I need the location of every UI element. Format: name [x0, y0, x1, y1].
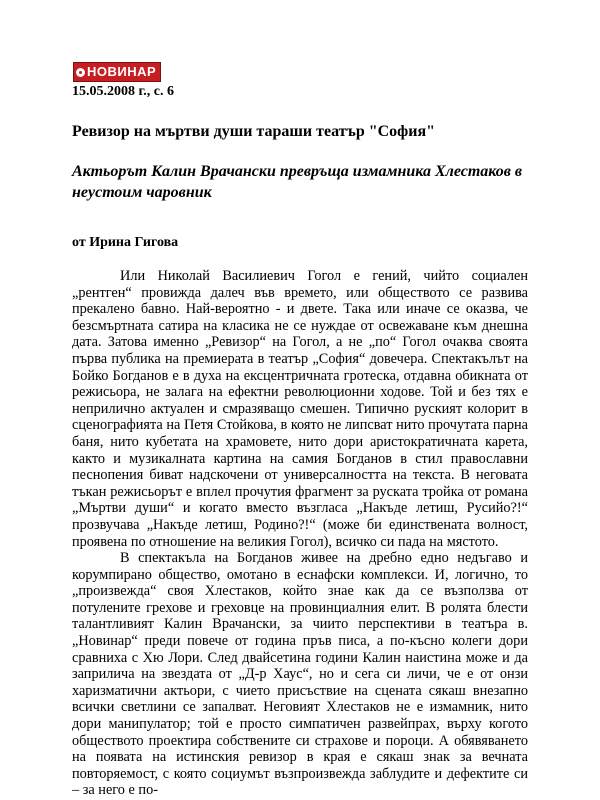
headline: Ревизор на мъртви души тараши театър "София": [72, 123, 436, 140]
subheadline: Актьорът Калин Врачански превръща измамника Хлестаков в неустоим чаровник: [72, 163, 523, 201]
dateline: 15.05.2008 г., с. 6: [72, 84, 174, 99]
newspaper-logo: [73, 62, 161, 82]
article-page: [72, 62, 528, 799]
logo-emblem-icon: [76, 68, 85, 77]
byline: от Ирина Гигова: [72, 235, 179, 250]
article-body: [72, 268, 528, 799]
body-paragraph: В спектакъла на Богданов живее на дребно едно недъгаво и корумпирано общество, омотано в еснафски комплекси. И, логично, то „произвежда“ своя Хлестаков, който знае как да се възползва от потулените грехове и греховце на провинциалния елит. В ролята блести талантливият Калин Врачански, за чиито перспективи в театъра в. „Новинар“ преди повече от година пръв писа, а по-късно колеги дори сравниха с Хю Лори. След двайсетина години Калин наистина може и да заприлича на звездата от „Д-р Хаус“, но и сега си личи, че е от онзи харизматични актьори, с чието присъствие на сцената сякаш внезапно всички светлини се запалват. Неговият Хлестаков не е измамник, нито дори манипулатор; той е просто симпатичен развейпрах, върху когото обществото проектира собствените си страхове и пороци. А обявяването на появата на истинския ревизор в края е сякаш знак за вечната повторяемост, с която социумът възпроизвежда заблудите и дефектите си – за него е по-: [72, 550, 528, 799]
logo-text: НОВИНАР: [87, 64, 157, 79]
body-paragraph: Или Николай Василиевич Гогол е гений, чийто социален „рентген“ провижда далеч във времето, или обществото се развива прекалено бавно. Най-вероятно - и двете. Така или иначе се оказва, че безсмъртната сатира на класика не се нуждае от освежаване към днешна дата. Затова именно „Ревизор“ на Гогол, а не „по“ Гогол очаква своята първа публика на премиерата в театър „София“ довечера. Спектакълът на Бойко Богданов е в духа на ексцентричната гротеска, отдавна обикната от режисьора, не залага на ефектни революционни ходове. Той и без тях е неприлично актуален и смразяващо смешен. Типично руският колорит в сценографията на Петя Стойкова, в която не липсват нито прочутата парна баня, нито кубетата на храмовете, нито дори аристократичната карета, както и музикалната картина на самия Богданов в стил православни песнопения биват надскочени от универсалността на текста. В неговата тъкан режисьорът е вплел прочутия фрагмент за руската тройка от романа „Мъртви души“ и когато вместо възгласа „Накъде летиш, Русийо?!“ прозвучава „Накъде летиш, Родино?!“ (може би единствената волност, проявена по отношение на великия Гогол), всичко си пада на мястото.: [72, 268, 528, 550]
